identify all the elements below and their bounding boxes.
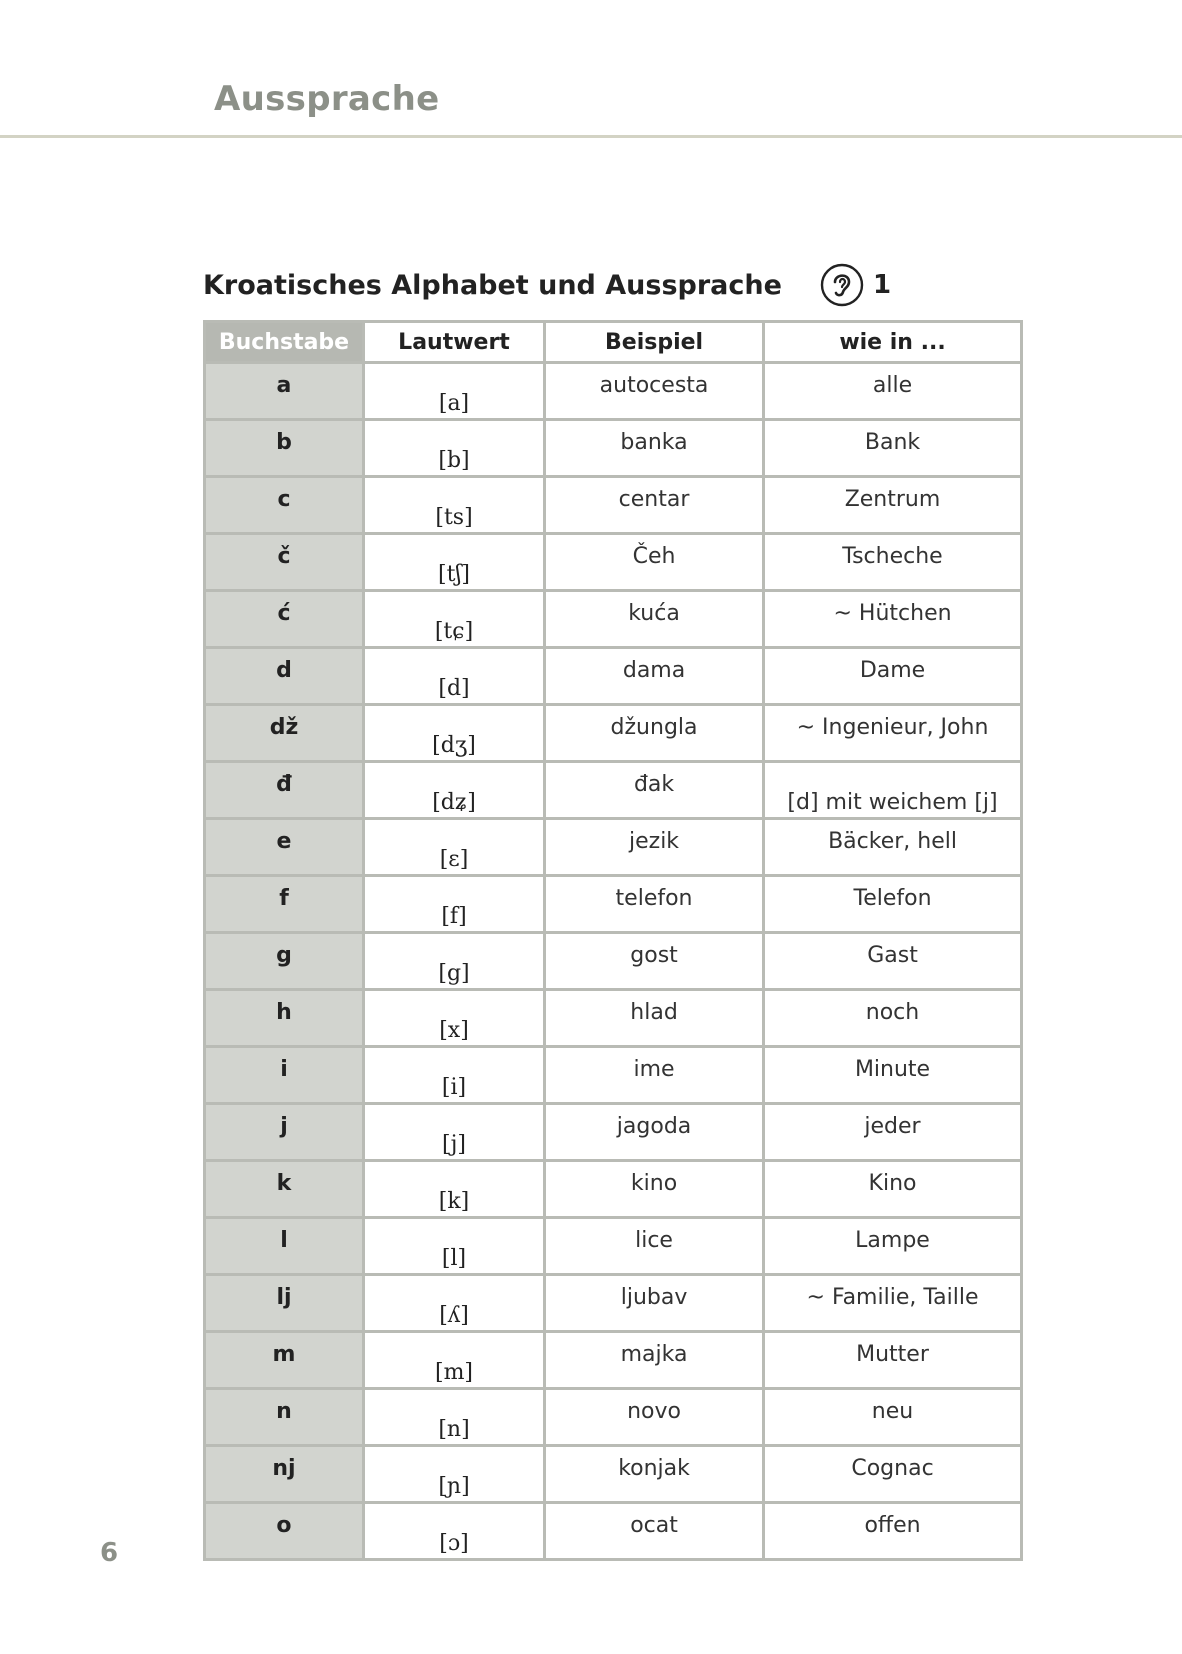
column-header-like: wie in ... bbox=[764, 322, 1022, 363]
like-cell: Mutter bbox=[764, 1332, 1022, 1389]
ipa-cell: [k] bbox=[363, 1161, 544, 1218]
ipa-cell: [d] bbox=[363, 648, 544, 705]
ipa-cell: [tɕ] bbox=[363, 591, 544, 648]
letter-cell: ć bbox=[205, 591, 364, 648]
letter-cell: i bbox=[205, 1047, 364, 1104]
ipa-cell: [tʃ] bbox=[363, 534, 544, 591]
ipa-cell: [i] bbox=[363, 1047, 544, 1104]
table-row bbox=[205, 1275, 1022, 1332]
like-cell: Dame bbox=[764, 648, 1022, 705]
example-cell: jagoda bbox=[545, 1104, 764, 1161]
ipa-cell: [l] bbox=[363, 1218, 544, 1275]
like-cell: noch bbox=[764, 990, 1022, 1047]
page-number: 6 bbox=[100, 1538, 119, 1568]
letter-cell: e bbox=[205, 819, 364, 876]
letter-cell: h bbox=[205, 990, 364, 1047]
letter-cell: j bbox=[205, 1104, 364, 1161]
table-row bbox=[205, 363, 1022, 420]
table-row bbox=[205, 990, 1022, 1047]
ipa-cell: [j] bbox=[363, 1104, 544, 1161]
example-cell: ime bbox=[545, 1047, 764, 1104]
example-cell: jezik bbox=[545, 819, 764, 876]
letter-cell: l bbox=[205, 1218, 364, 1275]
alphabet-table-body bbox=[205, 363, 1022, 1560]
letter-cell: k bbox=[205, 1161, 364, 1218]
table-row bbox=[205, 534, 1022, 591]
like-cell: ~ Familie, Taille bbox=[764, 1275, 1022, 1332]
example-cell: telefon bbox=[545, 876, 764, 933]
letter-cell: f bbox=[205, 876, 364, 933]
ipa-cell: [ɲ] bbox=[363, 1446, 544, 1503]
like-cell: [d] mit weichem [j] bbox=[764, 762, 1022, 819]
example-cell: banka bbox=[545, 420, 764, 477]
like-cell: ~ Ingenieur, John bbox=[764, 705, 1022, 762]
example-cell: centar bbox=[545, 477, 764, 534]
table-row bbox=[205, 1161, 1022, 1218]
table-row bbox=[205, 819, 1022, 876]
example-cell: konjak bbox=[545, 1446, 764, 1503]
table-row bbox=[205, 1104, 1022, 1161]
like-cell: alle bbox=[764, 363, 1022, 420]
letter-cell: a bbox=[205, 363, 364, 420]
example-cell: ocat bbox=[545, 1503, 764, 1560]
ipa-cell: [ts] bbox=[363, 477, 544, 534]
ipa-cell: [n] bbox=[363, 1389, 544, 1446]
example-cell: ljubav bbox=[545, 1275, 764, 1332]
table-row bbox=[205, 1218, 1022, 1275]
like-cell: Minute bbox=[764, 1047, 1022, 1104]
ipa-cell: [g] bbox=[363, 933, 544, 990]
example-cell: kino bbox=[545, 1161, 764, 1218]
letter-cell: b bbox=[205, 420, 364, 477]
alphabet-table bbox=[203, 320, 1023, 1561]
like-cell: jeder bbox=[764, 1104, 1022, 1161]
ipa-cell: [x] bbox=[363, 990, 544, 1047]
letter-cell: dž bbox=[205, 705, 364, 762]
like-cell: Bank bbox=[764, 420, 1022, 477]
letter-cell: č bbox=[205, 534, 364, 591]
letter-cell: lj bbox=[205, 1275, 364, 1332]
like-cell: Kino bbox=[764, 1161, 1022, 1218]
table-row bbox=[205, 1332, 1022, 1389]
table-row bbox=[205, 477, 1022, 534]
example-cell: novo bbox=[545, 1389, 764, 1446]
letter-cell: c bbox=[205, 477, 364, 534]
example-cell: lice bbox=[545, 1218, 764, 1275]
example-cell: hlad bbox=[545, 990, 764, 1047]
ipa-cell: [ɛ] bbox=[363, 819, 544, 876]
column-header-example: Beispiel bbox=[545, 322, 764, 363]
track-number: 1 bbox=[872, 270, 892, 300]
letter-cell: nj bbox=[205, 1446, 364, 1503]
ipa-cell: [f] bbox=[363, 876, 544, 933]
ipa-cell: [a] bbox=[363, 363, 544, 420]
table-row bbox=[205, 1503, 1022, 1560]
audio-track-marker bbox=[820, 263, 891, 307]
table-row bbox=[205, 591, 1022, 648]
ipa-cell: [dʑ] bbox=[363, 762, 544, 819]
example-cell: đak bbox=[545, 762, 764, 819]
ipa-cell: [ɔ] bbox=[363, 1503, 544, 1560]
ear-icon bbox=[820, 263, 864, 307]
table-row bbox=[205, 420, 1022, 477]
letter-cell: g bbox=[205, 933, 364, 990]
example-cell: džungla bbox=[545, 705, 764, 762]
page-header bbox=[0, 0, 1182, 138]
section-title: Kroatisches Alphabet und Aussprache bbox=[203, 269, 782, 301]
letter-cell: đ bbox=[205, 762, 364, 819]
letter-cell: o bbox=[205, 1503, 364, 1560]
table-row bbox=[205, 1047, 1022, 1104]
letter-cell: n bbox=[205, 1389, 364, 1446]
like-cell: Telefon bbox=[764, 876, 1022, 933]
like-cell: neu bbox=[764, 1389, 1022, 1446]
example-cell: autocesta bbox=[545, 363, 764, 420]
like-cell: offen bbox=[764, 1503, 1022, 1560]
like-cell: Tscheche bbox=[764, 534, 1022, 591]
example-cell: Čeh bbox=[545, 534, 764, 591]
like-cell: Cognac bbox=[764, 1446, 1022, 1503]
table-row bbox=[205, 876, 1022, 933]
ipa-cell: [b] bbox=[363, 420, 544, 477]
letter-cell: d bbox=[205, 648, 364, 705]
table-header-row bbox=[205, 322, 1022, 363]
table-row bbox=[205, 933, 1022, 990]
example-cell: dama bbox=[545, 648, 764, 705]
section-heading bbox=[203, 262, 891, 308]
table-row bbox=[205, 705, 1022, 762]
ipa-cell: [m] bbox=[363, 1332, 544, 1389]
example-cell: gost bbox=[545, 933, 764, 990]
like-cell: Lampe bbox=[764, 1218, 1022, 1275]
like-cell: ~ Hütchen bbox=[764, 591, 1022, 648]
table-row bbox=[205, 1446, 1022, 1503]
letter-cell: m bbox=[205, 1332, 364, 1389]
page-title: Aussprache bbox=[214, 79, 440, 119]
like-cell: Bäcker, hell bbox=[764, 819, 1022, 876]
ipa-cell: [dʒ] bbox=[363, 705, 544, 762]
table-row bbox=[205, 1389, 1022, 1446]
column-header-ipa: Lautwert bbox=[363, 322, 544, 363]
column-header-letter: Buchstabe bbox=[205, 322, 364, 363]
example-cell: majka bbox=[545, 1332, 764, 1389]
ipa-cell: [ʎ] bbox=[363, 1275, 544, 1332]
like-cell: Gast bbox=[764, 933, 1022, 990]
table-row bbox=[205, 762, 1022, 819]
table-row bbox=[205, 648, 1022, 705]
like-cell: Zentrum bbox=[764, 477, 1022, 534]
example-cell: kuća bbox=[545, 591, 764, 648]
